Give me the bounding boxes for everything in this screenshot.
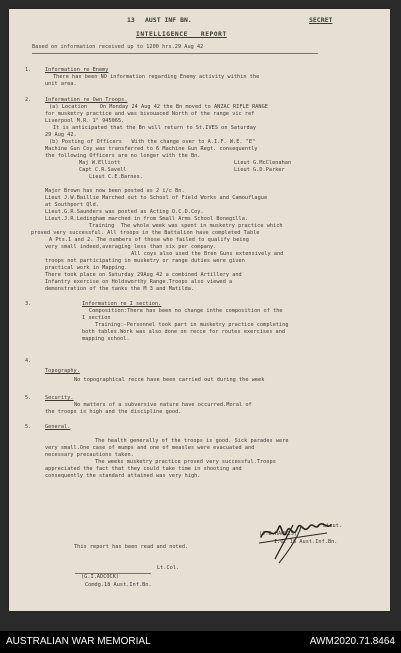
body-line: very small indeed,averaging less than six per company.	[45, 244, 217, 250]
body-line: the troops is high and the discipline good.	[45, 409, 182, 415]
officer-name: Capt C.R.Savell	[79, 167, 127, 173]
institution-label: AUSTRALIAN WAR MEMORIAL	[6, 636, 151, 647]
heading-rule	[32, 53, 318, 54]
commanding-officer-name: (G.I.ADCOCK)	[81, 574, 120, 580]
classification-mark: SECRET	[309, 16, 333, 24]
report-basis: Based on information received up to 1200 hrs.29 Aug 42	[32, 44, 204, 50]
body-line: Lieut.J.R.Ledingham marched in from Small Arms School Bonegilla.	[45, 216, 249, 222]
body-line: necessary precautions taken.	[45, 452, 134, 458]
body-line: Infantry exercise on Holdsworthy Range.Troops also viewed a	[45, 279, 233, 285]
archive-footer	[0, 631, 401, 653]
report-title: INTELLIGENCE REPORT	[136, 31, 227, 38]
body-line: Composition:There has been no change inthe composition of the	[89, 308, 283, 314]
signature-line	[75, 573, 151, 574]
body-line: unit area.	[45, 81, 77, 87]
body-line: (b) Posting of Officers With the change over to A.I.F. W.E. "E"	[49, 139, 256, 145]
body-line: Training The whole week was spent in musketry practice which	[89, 223, 283, 229]
section-title: Security.	[45, 395, 74, 401]
body-line: Lieut.G.R.Saunders was posted as Acting O.C.D.Coy.	[45, 209, 204, 215]
officer-name: Maj W.Elliott	[79, 160, 121, 166]
body-line: Machine Gun Coy was transferred to 6 Machine Gun Regt. consequently	[45, 146, 258, 152]
section-number: 2.	[25, 97, 32, 103]
body-line: Lieut J.W.Baillie Marched out to School of Field Works and Camouflague	[45, 195, 268, 201]
body-line: proved very successful. All troops in the Battalion have completed Table	[31, 230, 260, 236]
reference-number: AWM2020.71.8464	[309, 636, 395, 647]
body-line: It is anticipated that the Bn will return to St.IVES on Saturday	[53, 125, 257, 131]
section-number: 5.	[25, 424, 32, 430]
officer-name: Lieut C.E.Barnes.	[89, 174, 143, 180]
section-title: Information re Enemy	[45, 67, 109, 73]
body-line: A Pts.1 and 2. The numbers of those who failed to qualify being	[49, 237, 249, 243]
section-title: General.	[45, 424, 71, 430]
body-line: All coys also used the Bren Guns extensively and	[131, 251, 284, 257]
body-line: (a) Location On Monday 24 Aug 42 the Bn moved to ANZAC RIFLE RANGE	[49, 104, 268, 110]
officer-name: Lieut G.D.Parker	[234, 167, 285, 173]
section-number: 4.	[25, 358, 32, 364]
body-line: No matters of a subversive nature have occurred.Moral of	[74, 402, 252, 408]
body-line: 29 Aug 42.	[45, 132, 77, 138]
commanding-officer-title: Comdg.18 Aust.Inf.Bn.	[85, 582, 152, 588]
body-line: the following Officers are no longer with the Bn.	[45, 153, 201, 159]
handwritten-signature	[257, 513, 369, 565]
section-number: 5.	[25, 395, 32, 401]
body-line: appreciated the fact that they could take time in shooting and	[45, 466, 242, 472]
intelligence-officer-rank: Lieut.	[323, 523, 343, 529]
body-line: Liverpool M.R. 1" 945065.	[45, 118, 125, 124]
body-line: No topographical recce have been carried out during the week	[74, 377, 265, 383]
noted-statement: This report has been read and noted.	[74, 544, 189, 550]
body-line: very small.One case of mumps and one of measles were evacuated and	[45, 445, 255, 451]
copy-number: 13	[127, 16, 135, 24]
body-line: troops not participating in musketry or range duties were given	[45, 258, 245, 264]
section-title: Topography.	[45, 368, 80, 374]
body-line: both tables.Work was also done on recce for routes exercises and	[82, 329, 286, 335]
body-line: Major Brown has now been posted as 2 i/c Bn.	[45, 188, 185, 194]
section-title: Information re I section.	[82, 301, 162, 307]
body-line: The health generally of the troops is good. Sick parades were	[95, 438, 289, 444]
officer-name: Lieut G.McClenahan	[234, 160, 292, 166]
body-line: at Southport Qld.	[45, 202, 99, 208]
body-line: demonstration of the tanks the M 3 and Matilda.	[45, 286, 195, 292]
body-line: for musketry practice and was bivouaced North of the range vic ref	[45, 111, 255, 117]
body-line: practical work in Mapping.	[45, 265, 128, 271]
commanding-officer-rank: Lt.Col.	[157, 565, 180, 571]
document-page	[9, 9, 390, 611]
body-line: consequently the standard attained was very high.	[45, 473, 201, 479]
section-title: Information re Own Troops.	[45, 97, 128, 103]
body-line: Training:-Personnel took part in musketry practice completing	[95, 322, 289, 328]
body-line: There took place on Saturday 29Aug 42 a combined Artillery and	[45, 272, 242, 278]
unit-heading: AUST INF BN.	[145, 16, 192, 24]
body-line: I section	[82, 315, 111, 321]
body-line: There has been NO information regarding Enemy activity within the	[53, 74, 260, 80]
intelligence-officer-name: (J.B.HARRIS)	[259, 531, 298, 537]
intelligence-officer-title: I.O. 18 Aust.Inf.Bn.	[274, 539, 338, 545]
section-number: 3.	[25, 301, 32, 307]
section-number: 1.	[25, 67, 32, 73]
body-line: mapping school.	[82, 336, 130, 342]
body-line: The weeks musketry practice proved very successful.Troops	[95, 459, 276, 465]
